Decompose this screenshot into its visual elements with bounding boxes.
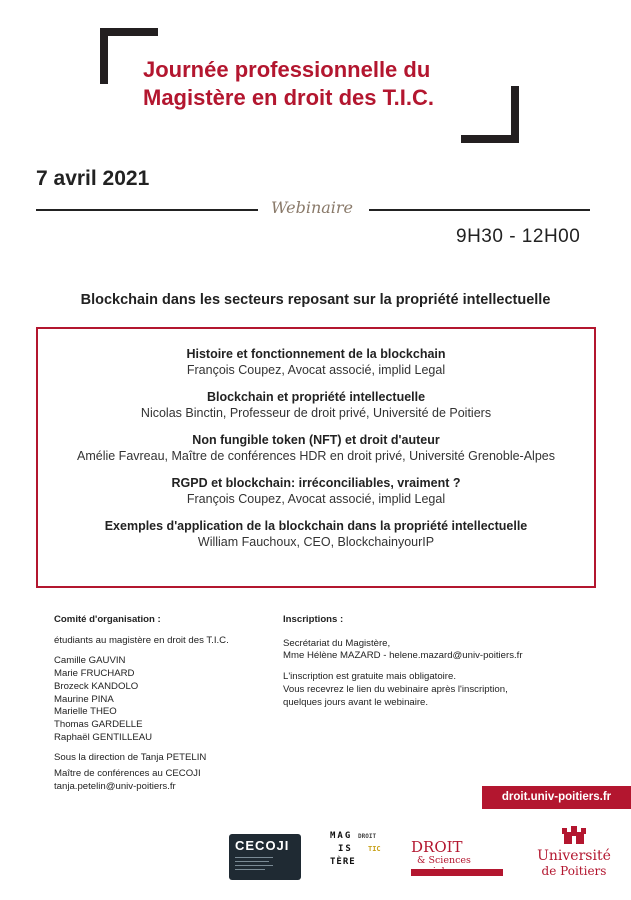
droit-logo-subtext: & Sciences: [417, 855, 471, 866]
program-item: [38, 518, 594, 550]
universite-poitiers-logo: [530, 826, 618, 882]
organizing-committee: [54, 614, 269, 793]
website-link[interactable]: droit.univ-poitiers.fr: [482, 786, 631, 809]
talk-speaker: François Coupez, Avocat associé, implid Legal: [186, 363, 446, 377]
divider-right: [369, 209, 590, 211]
talk-speaker: François Coupez, Avocat associé, implid Legal: [186, 492, 446, 506]
talk-title: RGPD et blockchain: irréconciliables, vraiment ?: [171, 476, 461, 490]
talk-speaker: Amélie Favreau, Maître de conférences HDR en droit privé, Université Grenoble-Alpes: [77, 449, 555, 463]
droit-logo-text: DROIT: [411, 838, 463, 856]
registration-line: Vous recevrez le lien du webinaire après l'inscription,: [283, 683, 508, 695]
registration-line: L'inscription est gratuite mais obligatoire.: [283, 671, 457, 683]
cecoji-logo-text: CECOJI: [235, 838, 290, 853]
magistere-logo-text: DROIT: [358, 833, 377, 840]
cecoji-logo: [229, 834, 301, 880]
committee-member: Maurine PINA: [54, 693, 114, 705]
committee-member: Thomas GARDELLE: [54, 718, 143, 730]
crest-icon: [561, 826, 587, 846]
committee-member: Raphaël GENTILLEAU: [54, 731, 153, 743]
program-item: [38, 432, 594, 464]
registration-email-line[interactable]: Mme Hélène MAZARD - helene.mazard@univ-poitiers.fr: [283, 650, 523, 662]
registration-line: Secrétariat du Magistère,: [283, 637, 391, 649]
univ-logo-subtext: de Poitiers: [541, 864, 607, 878]
magistere-logo: [330, 831, 380, 883]
talk-title: Non fungible token (NFT) et droit d'auteur: [192, 433, 440, 447]
committee-member: Marie FRUCHARD: [54, 668, 135, 680]
event-title-line-2: Magistère en droit des T.I.C.: [143, 85, 434, 110]
committee-members: [54, 655, 269, 744]
committee-member: Camille GAUVIN: [54, 655, 126, 667]
event-format: Webinaire: [270, 198, 354, 217]
divider-left: [36, 209, 258, 211]
talk-title: Exemples d'application de la blockchain dans la propriété intellectuelle: [104, 519, 528, 533]
magistere-logo-text: IS: [338, 844, 353, 854]
registration-info: [283, 671, 583, 709]
registration-line: quelques jours avant le webinaire.: [283, 696, 429, 708]
event-theme: Blockchain dans les secteurs reposant sur la propriété intellectuelle: [80, 292, 551, 308]
committee-intro: étudiants au magistère en droit des T.I.C.: [54, 634, 229, 646]
event-time: 9H30 - 12H00: [456, 226, 581, 247]
program-item: [38, 475, 594, 507]
droit-sciences-sociales-logo: [409, 838, 507, 878]
direction-line: Maître de conférences au CECOJI: [54, 768, 201, 780]
event-title-line-1: Journée professionnelle du: [143, 57, 431, 82]
program-box: [36, 327, 596, 588]
talk-title: Blockchain et propriété intellectuelle: [206, 390, 426, 404]
registration-contact: [283, 638, 583, 663]
event-title: [143, 56, 523, 112]
event-date: 7 avril 2021: [36, 167, 150, 190]
magistere-logo-text: MAG: [330, 831, 353, 841]
registration-heading: Inscriptions :: [283, 614, 344, 625]
magistere-logo-text: TÈRE: [330, 857, 356, 867]
program-item: [38, 346, 594, 378]
registration: [283, 614, 583, 709]
univ-logo-text: Université: [537, 848, 611, 864]
committee-member: Brozeck KANDOLO: [54, 680, 139, 692]
direction-email[interactable]: tanja.petelin@univ-poitiers.fr: [54, 780, 176, 792]
talk-speaker: Nicolas Binctin, Professeur de droit privé, Université de Poitiers: [140, 406, 492, 420]
committee-direction: [54, 752, 269, 793]
committee-member: Marielle THEO: [54, 706, 117, 718]
direction-line: Sous la direction de Tanja PETELIN: [54, 752, 207, 764]
magistere-logo-text: TIC: [368, 845, 381, 853]
committee-heading: Comité d'organisation :: [54, 614, 161, 625]
talk-speaker: William Fauchoux, CEO, BlockchainyourIP: [197, 535, 435, 549]
talk-title: Histoire et fonctionnement de la blockchain: [186, 347, 446, 361]
program-item: [38, 389, 594, 421]
